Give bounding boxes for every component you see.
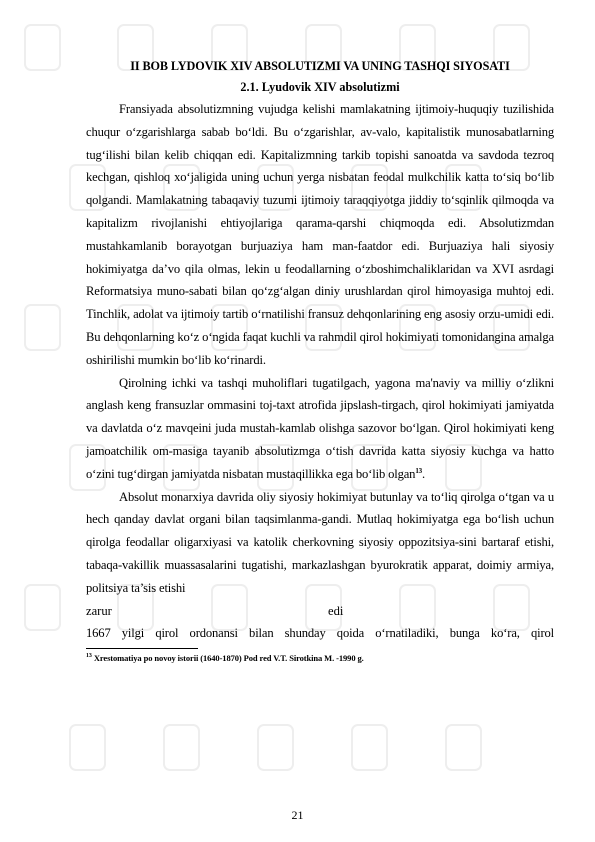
watermark-document-icon	[164, 725, 199, 770]
chapter-title: II BOB LYDOVIK XIV ABSOLUTIZMI VA UNING TASHQI SIYOSATI	[130, 59, 510, 73]
document-page	[86, 56, 554, 664]
watermark-document-icon	[258, 725, 293, 770]
watermark-document-icon	[25, 25, 60, 70]
footnote-number: 13	[86, 653, 92, 660]
page-number: 21	[291, 808, 304, 822]
section-title: 2.1. Lyudovik XIV absolutizmi	[240, 80, 400, 94]
watermark-document-icon	[446, 725, 481, 770]
paragraph-2: Qirolning ichki va tashqi muholiflari tugatilgach, yagona ma'naviy va milliy o‘zlikni anglash keng fransuzlar ommasini toj-taxt atrofida jipslash-tirgach, qirol hokimiyati jamiyatda va davlatda o‘z mavqeini juda mustah-kamlab olishga sazovor bo‘lgan. Qirol hokimiyati keng jamoatchilik om-masiga tayanib absolutizmga o‘tish davrida katta siyosiy kuchga va hatto o‘zini tug‘dirgan jamiyatda nisbatan mustaqillikka ega bo‘lib olgan$^{13}$.	[86, 375, 554, 481]
footnote-reference: 13	[415, 466, 423, 475]
paragraph-continuation: 1667 yilgi qirol ordonansi bilan shunday qoida o‘rnatiladiki, bunga ko‘ra, qirol	[86, 626, 554, 641]
paragraph-3: Absolut monarxiya davrida oliy siyosiy hokimiyat butunlay va to‘liq qirolga o‘tgan va u hech qanday davlat organi bilan taqsimlanma-gandi. Mutlaq hokimiyatga ega bo‘lish uchun qirolga feodallar oligarxiyasi va katolik cherkovning siyosiy oppozitsiya-sini bartaraf etishi, tabaqa-vakillik muassasalarini tugatishi, markazlashgan byurokratik apparat, doimiy armiya, politsiya ta’sis etishi	[86, 489, 554, 595]
watermark-document-icon	[70, 725, 105, 770]
footnote-divider	[86, 648, 198, 649]
split-line	[86, 600, 554, 623]
word-edi: edi	[328, 603, 344, 618]
footnote	[86, 651, 554, 664]
watermark-document-icon	[25, 585, 60, 630]
watermark-document-icon	[25, 305, 60, 350]
paragraph-2-text: Qirolning ichki va tashqi muholiflari tugatilgach, yagona ma'naviy va milliy o‘zlikni anglash keng fransuzlar ommasini toj-taxt atrofida jipslash-tirgach, qirol hokimiyati jamiyatda va davlatda o‘z mavqeini juda mustah-kamlab olishga sazovor bo‘lgan. Qirol hokimiyati keng jamoatchilik om-masiga tayanib absolutizmga o‘tish davrida katta siyosiy kuchga va hatto o‘zini tug‘dirgan jamiyatda nisbatan mustaqillikka ega bo‘lib olgan	[86, 375, 554, 481]
paragraph-1: Fransiyada absolutizmning vujudga kelishi mamlakatning ijtimoiy-huquqiy tuzilishida chuqur o‘zgarishlarga sabab bo‘ldi. Bu o‘zgarishlar, av-valo, kapitalistik munosabatlarning tug‘ilishi bilan kelib chiqqan edi. Kapitalizmning tarkib topishi sanoatda va savdoda tezroq kechgan, qishloq xo‘jaligida uning uchun yerga nisbatan feodal mulkchilik katta to‘siq bo‘lib qolgandi. Mamlakatning tabaqaviy tuzumi ijtimoiy taraqqiyotga jiddiy to‘sqinlik qilmoqda va kapitalizm rivojlanishi ehtiyojlariga qarama-qarshi chiqmoqda edi. Absolutizmdan mustahkamlanib borayotgan burjuaziya ham man-faatdor edi. Burjuaziya hali siyosiy hokimiyatga da’vo qila olmas, lekin u feodallarning o‘zboshimchaliklaridan va XVI asrdagi Reformatsiya muno-sabati bilan qo‘zg‘algan diniy urushlardan qirol himoyasiga muhtoj edi. Tinchlik, adolat va ijtimoiy tartib o‘rnatilishi fransuz dehqonlarining eng asosiy orzu-umidi edi. Bu dehqonlarning ko‘z o‘ngida faqat kuchli va rahmdil qirol hokimiyati tomonidangina amalga oshirilishi mumkin bo‘lib ko‘rinardi.	[86, 102, 554, 367]
watermark-document-icon	[352, 725, 387, 770]
word-zarur: zarur	[86, 603, 112, 618]
footnote-text: Xrestomatiya po novoy istorii (1640-1870) Pod red V.T. Sirotkina M. -1990 g.	[93, 652, 364, 663]
